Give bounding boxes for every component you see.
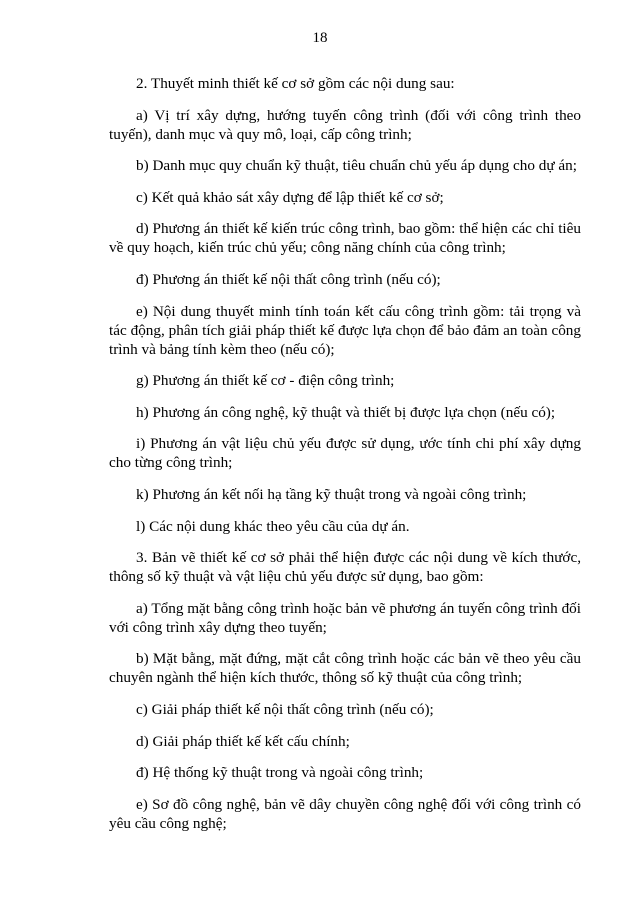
section-3-item-b: b) Mặt bằng, mặt đứng, mặt cắt công trình hoặc các bản vẽ theo yêu cầu chuyên ngành thể hiện kích thước, thông số kỹ thuật của công trình; — [109, 650, 581, 687]
section-2-item-b: b) Danh mục quy chuẩn kỹ thuật, tiêu chuẩn chủ yếu áp dụng cho dự án; — [136, 157, 577, 175]
document-body — [109, 74, 581, 845]
section-2-item-h: h) Phương án công nghệ, kỹ thuật và thiết bị được lựa chọn (nếu có); — [136, 403, 556, 421]
section-3-item-dd: đ) Hệ thống kỹ thuật trong và ngoài công trình; — [136, 764, 424, 782]
section-2-item-k: k) Phương án kết nối hạ tầng kỹ thuật trong và ngoài công trình; — [136, 485, 527, 503]
section-2-item-c: c) Kết quả khảo sát xây dựng để lập thiết kế cơ sở; — [136, 188, 444, 206]
section-2-item-a: a) Vị trí xây dựng, hướng tuyến công trình (đối với công trình theo tuyến), danh mục và quy mô, loại, cấp công trình; — [109, 106, 581, 143]
section-3-item-a: a) Tổng mặt bằng công trình hoặc bản vẽ phương án tuyến công trình đối với công trình xây dựng theo tuyến; — [109, 599, 581, 636]
section-2-item-e: e) Nội dung thuyết minh tính toán kết cấu công trình gồm: tải trọng và tác động, phân tích giải pháp thiết kế được lựa chọn để bảo đảm an toàn công trình và bảng tính kèm theo (nếu có); — [109, 302, 581, 358]
section-2-item-i: i) Phương án vật liệu chủ yếu được sử dụng, ước tính chi phí xây dựng cho từng công trình; — [109, 435, 581, 472]
page-number: 18 — [312, 30, 328, 46]
section-2-item-d: d) Phương án thiết kế kiến trúc công trình, bao gồm: thể hiện các chỉ tiêu về quy hoạch, kiến trúc chủ yếu; công năng chính của công trình; — [109, 220, 581, 257]
section-2-heading: 2. Thuyết minh thiết kế cơ sở gồm các nội dung sau: — [136, 75, 455, 92]
section-2-item-g: g) Phương án thiết kế cơ - điện công trình; — [136, 372, 395, 390]
section-3-item-c: c) Giải pháp thiết kế nội thất công trình (nếu có); — [136, 700, 434, 718]
section-2-item-l: l) Các nội dung khác theo yêu cầu của dự án. — [136, 517, 410, 535]
section-3-item-d: d) Giải pháp thiết kế kết cấu chính; — [136, 732, 350, 750]
section-3-heading: 3. Bản vẽ thiết kế cơ sở phải thể hiện được các nội dung về kích thước, thông số kỹ thuật và vật liệu chủ yếu được sử dụng, bao gồm: — [109, 549, 581, 586]
section-2-item-dd: đ) Phương án thiết kế nội thất công trình (nếu có); — [136, 270, 441, 288]
section-3-item-e: e) Sơ đồ công nghệ, bản vẽ dây chuyền công nghệ đối với công trình có yêu cầu công nghệ; — [109, 795, 581, 832]
